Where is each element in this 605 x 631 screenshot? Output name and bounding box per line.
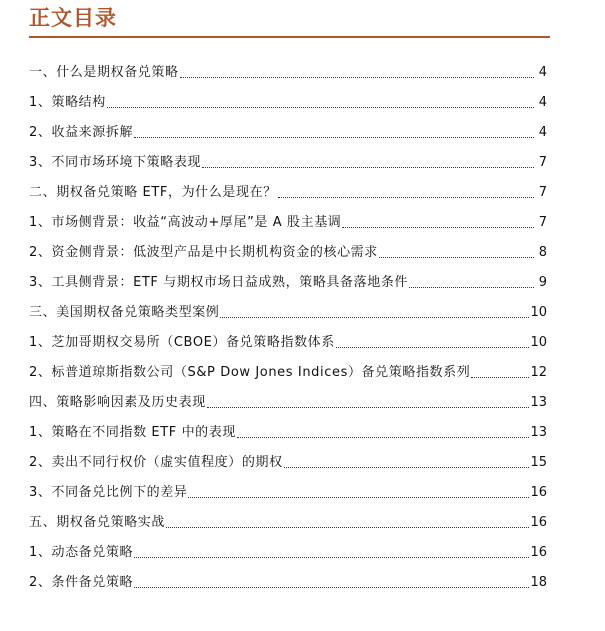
dot-leader	[284, 466, 530, 468]
toc-entry-page: 10	[530, 335, 547, 350]
toc-entry[interactable]	[29, 531, 547, 561]
toc-entry-page: 13	[530, 425, 547, 440]
toc-entry-page: 16	[530, 515, 547, 530]
toc-entry[interactable]	[29, 171, 547, 201]
toc-entry[interactable]	[29, 411, 547, 441]
toc-entry-page: 7	[538, 185, 547, 200]
toc-entry-label: 1、动态备兑策略	[29, 545, 134, 560]
dot-leader	[134, 136, 534, 138]
toc-entry-page: 13	[530, 395, 547, 410]
toc-entry-page: 10	[530, 305, 547, 320]
dot-leader	[188, 496, 529, 498]
toc-entry-label: 1、芝加哥期权交易所（CBOE）备兑策略指数体系	[29, 335, 335, 350]
toc-entry[interactable]	[29, 561, 547, 591]
dot-leader	[237, 436, 529, 438]
toc-entry-page: 4	[538, 125, 547, 140]
toc-entry-label: 1、市场侧背景：收益“高波动+厚尾”是 A 股主基调	[29, 215, 342, 230]
toc-entry-label: 2、卖出不同行权价（虚实值程度）的期权	[29, 455, 283, 470]
dot-leader	[220, 316, 529, 318]
toc-entry-label: 1、策略在不同指数 ETF 中的表现	[29, 425, 236, 440]
toc-entry-page: 4	[538, 65, 547, 80]
toc-entry[interactable]	[29, 321, 547, 351]
toc-entry[interactable]	[29, 471, 547, 501]
toc-entry[interactable]	[29, 51, 547, 81]
toc-entry-label: 3、不同备兑比例下的差异	[29, 485, 188, 500]
toc-entry-label: 3、工具侧背景：ETF 与期权市场日益成熟，策略具备落地条件	[29, 275, 409, 290]
toc-entry[interactable]	[29, 81, 547, 111]
toc-entry[interactable]	[29, 111, 547, 141]
toc-entry-page: 9	[538, 275, 547, 290]
toc-entry-page: 7	[538, 155, 547, 170]
dot-leader	[134, 556, 529, 558]
toc-entry-page: 4	[538, 95, 547, 110]
toc-entry-label: 四、策略影响因素及历史表现	[29, 395, 206, 410]
toc-entry-page: 16	[530, 485, 547, 500]
page-title: 正文目录	[29, 5, 117, 30]
toc-entry[interactable]	[29, 231, 547, 261]
dot-leader	[342, 226, 534, 228]
toc-entry-label: 一、什么是期权备兑策略	[29, 65, 179, 80]
dot-leader	[409, 286, 534, 288]
table-of-contents	[29, 51, 547, 591]
toc-entry-label: 三、美国期权备兑策略类型案例	[29, 305, 220, 320]
toc-entry-page: 12	[530, 365, 547, 380]
toc-entry[interactable]	[29, 261, 547, 291]
dot-leader	[202, 166, 534, 168]
dot-leader	[134, 586, 529, 588]
dot-leader	[180, 76, 534, 78]
toc-entry[interactable]	[29, 141, 547, 171]
toc-entry[interactable]	[29, 441, 547, 471]
toc-entry-label: 2、条件备兑策略	[29, 575, 134, 590]
toc-entry-page: 18	[530, 575, 547, 590]
dot-leader	[471, 376, 529, 378]
toc-entry-label: 2、收益来源拆解	[29, 125, 134, 140]
dot-leader	[336, 346, 530, 348]
toc-entry[interactable]	[29, 351, 547, 381]
toc-entry-page: 8	[538, 245, 547, 260]
dot-leader	[379, 256, 534, 258]
dot-leader	[207, 406, 530, 408]
toc-entry-page: 16	[530, 545, 547, 560]
toc-entry-label: 2、标普道琼斯指数公司（S&P Dow Jones Indices）备兑策略指数系列	[29, 365, 471, 380]
dot-leader	[166, 526, 529, 528]
toc-entry-label: 二、期权备兑策略 ETF，为什么是现在？	[29, 185, 277, 200]
dot-leader	[107, 106, 534, 108]
toc-entry[interactable]	[29, 201, 547, 231]
toc-entry-page: 15	[530, 455, 547, 470]
dot-leader	[278, 196, 534, 198]
toc-entry[interactable]	[29, 381, 547, 411]
toc-entry-label: 五、期权备兑策略实战	[29, 515, 166, 530]
toc-entry-label: 3、不同市场环境下策略表现	[29, 155, 202, 170]
title-underline	[29, 36, 550, 38]
toc-entry-label: 1、策略结构	[29, 95, 106, 110]
toc-entry[interactable]	[29, 501, 547, 531]
toc-entry[interactable]	[29, 291, 547, 321]
toc-entry-label: 2、资金侧背景：低波型产品是中长期机构资金的核心需求	[29, 245, 378, 260]
toc-entry-page: 7	[538, 215, 547, 230]
